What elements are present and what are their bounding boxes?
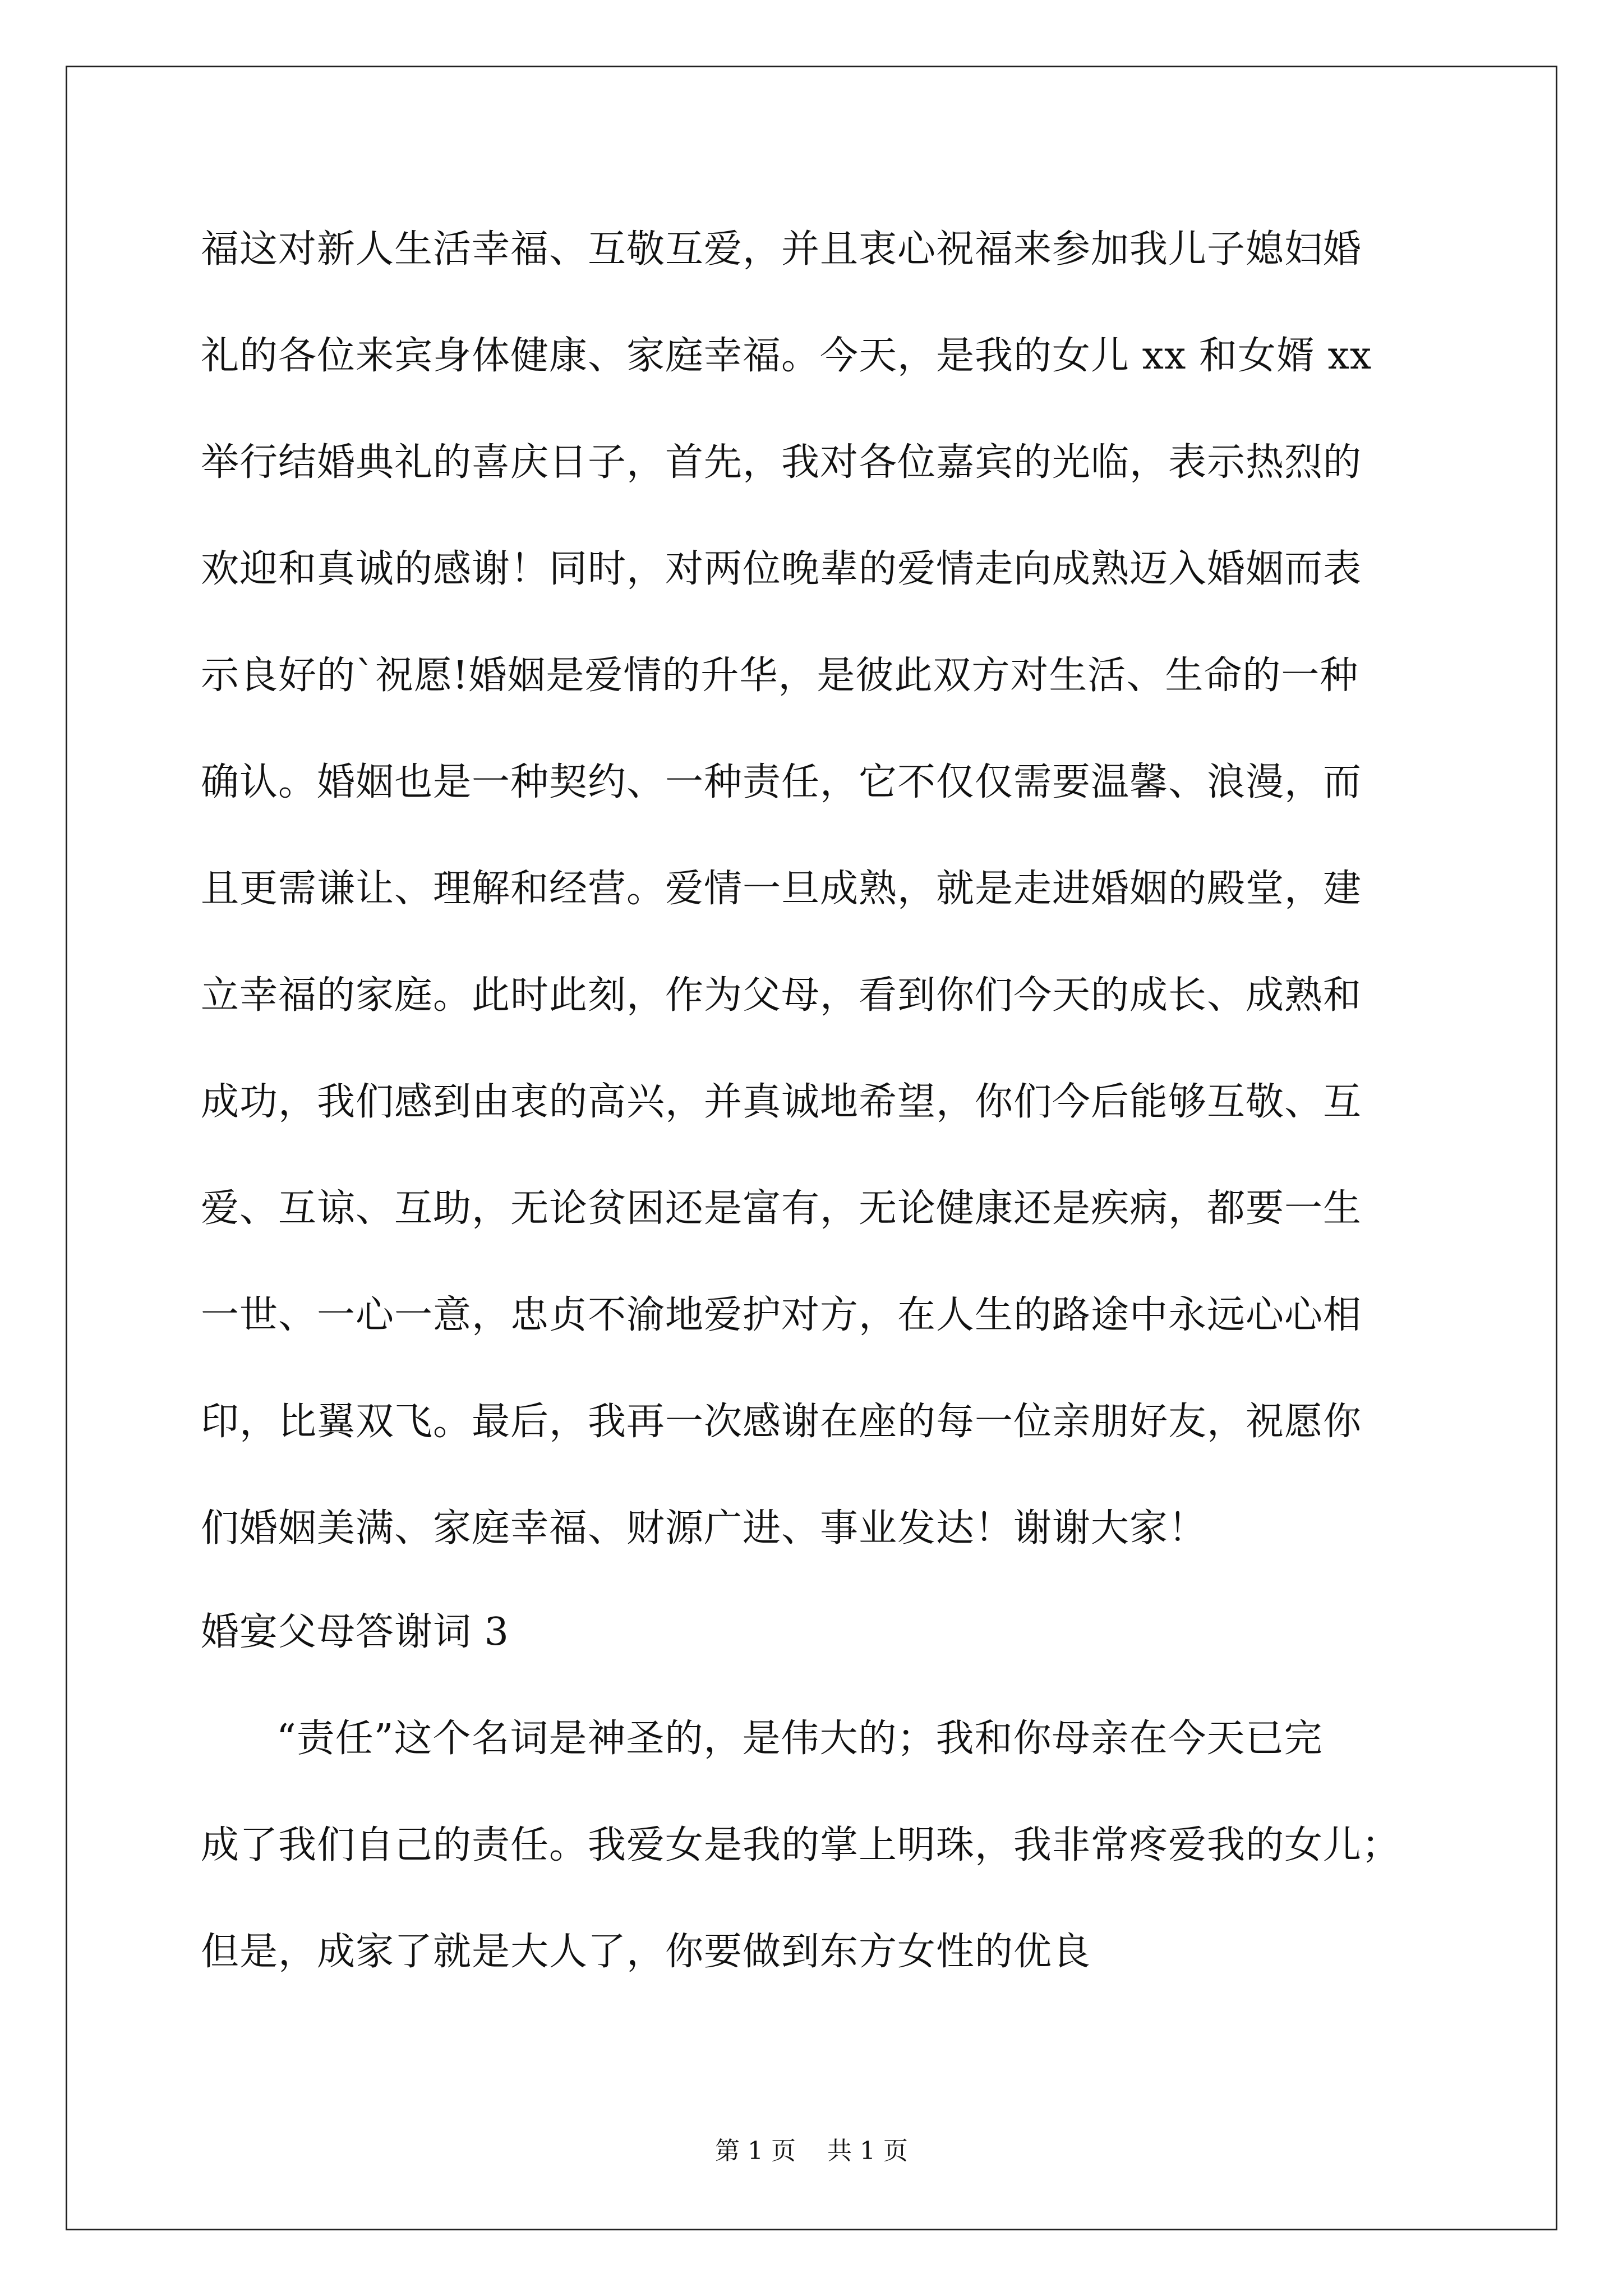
text-line: 们婚姻美满、家庭幸福、财源广进、事业发达！谢谢大家！ [201, 1506, 1207, 1550]
text-line: 且更需谦让、理解和经营。爱情一旦成熟，就是走进婚姻的殿堂，建 [201, 867, 1362, 911]
text-line: 礼的各位来宾身体健康、家庭幸福。今天，是我的女儿 xx 和女婿 xx [201, 334, 1372, 378]
text-line: 立幸福的家庭。此时此刻，作为父母，看到你们今天的成长、成熟和 [201, 973, 1362, 1018]
text-line: 欢迎和真诚的感谢！同时，对两位晚辈的爱情走向成熟迈入婚姻而表 [201, 547, 1362, 591]
text-line: 成了我们自己的责任。我爱女是我的掌上明珠，我非常疼爱我的女儿； [201, 1823, 1401, 1867]
section-heading: 婚宴父母答谢词 3 [201, 1610, 509, 1654]
text-line: 但是，成家了就是大人了，你要做到东方女性的优良 [201, 1930, 1091, 1974]
text-line: “责任”这个名词是神圣的，是伟大的；我和你母亲在今天已完 [276, 1717, 1323, 1761]
text-line: 爱、互谅、互助，无论贫困还是富有，无论健康还是疾病，都要一生 [201, 1186, 1362, 1231]
text-line: 印，比翼双飞。最后，我再一次感谢在座的每一位亲朋好友，祝愿你 [201, 1400, 1362, 1444]
text-line: 确认。婚姻也是一种契约、一种责任，它不仅仅需要温馨、浪漫，而 [201, 760, 1362, 804]
page-number-footer: 第 1 页 共 1 页 [715, 2137, 908, 2165]
text-line: 成功，我们感到由衷的高兴，并真诚地希望，你们今后能够互敬、互 [201, 1080, 1362, 1124]
document-body [201, 0, 1457, 2132]
text-line: 福这对新人生活幸福、互敬互爱，并且衷心祝福来参加我儿子媳妇婚 [201, 227, 1362, 272]
text-line: 举行结婚典礼的喜庆日子，首先，我对各位嘉宾的光临，表示热烈的 [201, 440, 1362, 485]
text-line: 示良好的`祝愿!婚姻是爱情的升华，是彼此双方对生活、生命的一种 [201, 654, 1359, 698]
text-line: 一世、一心一意，忠贞不渝地爱护对方，在人生的路途中永远心心相 [201, 1293, 1362, 1337]
